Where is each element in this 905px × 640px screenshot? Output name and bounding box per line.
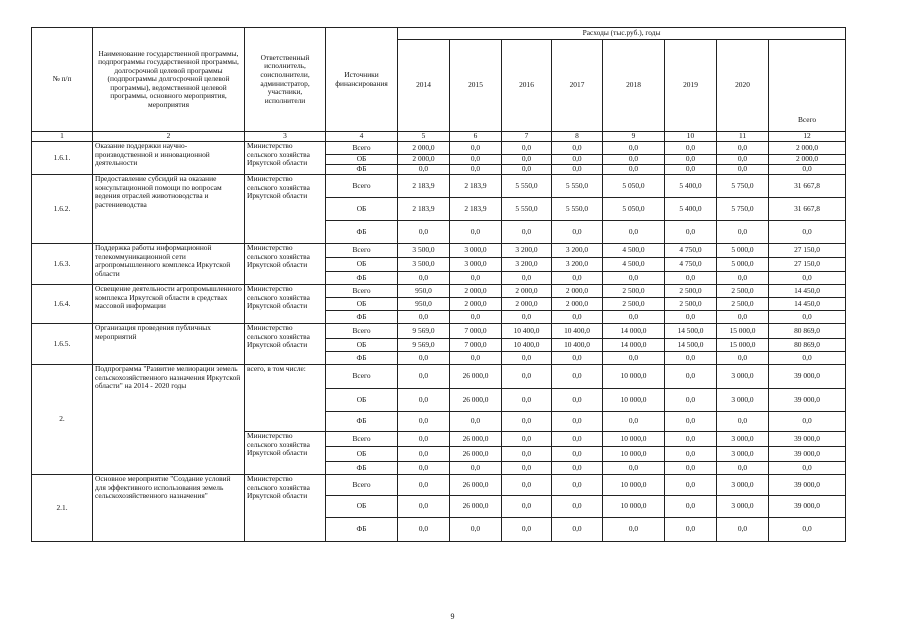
row-value: 950,0 (398, 285, 450, 298)
row-value: 10 000,0 (603, 389, 665, 412)
row-value: 0,0 (398, 412, 450, 432)
row-value: 3 000,0 (717, 432, 769, 447)
row-value: 0,0 (603, 155, 665, 165)
row-value: 0,0 (552, 496, 603, 518)
row-number: 2. (32, 365, 93, 475)
row-number: 1.6.2. (32, 175, 93, 244)
row-value: 10 400,0 (552, 339, 603, 352)
row-value: 3 000,0 (717, 496, 769, 518)
row-source: ФБ (326, 352, 398, 365)
row-value: 26 000,0 (450, 475, 502, 496)
row-value: 0,0 (398, 475, 450, 496)
row-value: 5 000,0 (717, 258, 769, 272)
row-value: 2 500,0 (665, 285, 717, 298)
row-source: ФБ (326, 412, 398, 432)
row-value: 0,0 (769, 221, 846, 244)
row-value: 2 500,0 (665, 298, 717, 311)
row-value: 0,0 (398, 447, 450, 462)
row-value: 0,0 (769, 165, 846, 175)
row-value: 0,0 (502, 412, 552, 432)
row-source: ОБ (326, 496, 398, 518)
row-value: 0,0 (552, 155, 603, 165)
row-value: 0,0 (450, 142, 502, 155)
row-value: 5 400,0 (665, 175, 717, 198)
row-value: 0,0 (769, 352, 846, 365)
row-value: 3 500,0 (398, 258, 450, 272)
row-value: 0,0 (665, 155, 717, 165)
row-value: 10 000,0 (603, 365, 665, 389)
row-value: 2 000,0 (450, 298, 502, 311)
row-source: ОБ (326, 339, 398, 352)
row-value: 5 550,0 (552, 198, 603, 221)
row-executor: Министерство сельского хозяйства Иркутской области (245, 285, 326, 324)
row-value: 3 500,0 (398, 244, 450, 258)
row-number: 2.1. (32, 475, 93, 542)
row-value: 26 000,0 (450, 389, 502, 412)
row-value: 14 450,0 (769, 285, 846, 298)
row-value: 3 000,0 (450, 244, 502, 258)
row-value: 0,0 (603, 142, 665, 155)
row-executor: Министерство сельского хозяйства Иркутской области (245, 244, 326, 285)
row-value: 2 183,9 (398, 175, 450, 198)
row-source: Всего (326, 475, 398, 496)
header-no: № п/п (32, 28, 93, 132)
row-value: 0,0 (665, 496, 717, 518)
row-value: 9 569,0 (398, 324, 450, 339)
row-source: ОБ (326, 389, 398, 412)
row-value: 0,0 (769, 462, 846, 475)
row-value: 39 000,0 (769, 447, 846, 462)
row-value: 2 000,0 (450, 285, 502, 298)
row-value: 0,0 (603, 462, 665, 475)
row-value: 2 000,0 (398, 142, 450, 155)
row-value: 0,0 (769, 311, 846, 324)
row-value: 0,0 (552, 221, 603, 244)
row-value: 0,0 (398, 462, 450, 475)
row-value: 0,0 (769, 412, 846, 432)
table-row (32, 365, 846, 389)
column-number: 9 (603, 132, 665, 142)
row-name: Предоставление субсидий на оказание консультационной помощи по вопросам ведения отраслей животноводства и растениеводства (93, 175, 245, 244)
row-value: 2 000,0 (552, 298, 603, 311)
row-value: 3 200,0 (552, 244, 603, 258)
row-value: 3 000,0 (717, 365, 769, 389)
row-value: 4 500,0 (603, 258, 665, 272)
header-source: Источники финансирования (326, 28, 398, 132)
row-value: 3 000,0 (717, 389, 769, 412)
row-value: 3 200,0 (502, 244, 552, 258)
header-year: 2020 (717, 40, 769, 132)
column-number: 12 (769, 132, 846, 142)
row-source: ФБ (326, 165, 398, 175)
row-value: 0,0 (665, 365, 717, 389)
column-number: 4 (326, 132, 398, 142)
row-source: Всего (326, 285, 398, 298)
row-value: 0,0 (717, 412, 769, 432)
column-number: 10 (665, 132, 717, 142)
header-row (32, 28, 846, 40)
row-number: 1.6.1. (32, 142, 93, 175)
row-source: ФБ (326, 221, 398, 244)
row-value: 0,0 (398, 352, 450, 365)
row-value: 0,0 (552, 365, 603, 389)
row-value: 10 000,0 (603, 447, 665, 462)
row-source: ФБ (326, 462, 398, 475)
row-value: 0,0 (552, 412, 603, 432)
row-value: 5 550,0 (552, 175, 603, 198)
header-year: 2014 (398, 40, 450, 132)
row-value: 2 183,9 (450, 198, 502, 221)
row-value: 0,0 (502, 365, 552, 389)
row-value: 2 000,0 (502, 298, 552, 311)
row-value: 0,0 (552, 352, 603, 365)
row-source: Всего (326, 324, 398, 339)
row-value: 0,0 (552, 462, 603, 475)
row-value: 0,0 (665, 432, 717, 447)
row-value: 4 750,0 (665, 258, 717, 272)
row-value: 0,0 (603, 221, 665, 244)
row-value: 0,0 (665, 311, 717, 324)
row-value: 0,0 (552, 432, 603, 447)
row-name: Организация проведения публичных мероприятий (93, 324, 245, 365)
row-value: 0,0 (717, 221, 769, 244)
row-value: 0,0 (665, 165, 717, 175)
row-value: 2 000,0 (769, 142, 846, 155)
row-value: 10 000,0 (603, 496, 665, 518)
row-value: 31 667,8 (769, 175, 846, 198)
row-name: Оказание поддержки научно-производственной и инновационной деятельности (93, 142, 245, 175)
row-name: Освещение деятельности агропромышленного комплекса Иркутской области в средствах массовой информации (93, 285, 245, 324)
row-executor: всего, в том числе: (245, 365, 326, 432)
row-value: 5 400,0 (665, 198, 717, 221)
column-number: 2 (93, 132, 245, 142)
row-source: ОБ (326, 298, 398, 311)
row-value: 0,0 (603, 165, 665, 175)
row-value: 80 869,0 (769, 324, 846, 339)
row-executor: Министерство сельского хозяйства Иркутской области (245, 475, 326, 542)
row-value: 0,0 (450, 518, 502, 542)
row-value: 0,0 (398, 518, 450, 542)
row-value: 4 750,0 (665, 244, 717, 258)
header-year: 2018 (603, 40, 665, 132)
row-value: 39 000,0 (769, 365, 846, 389)
column-number: 5 (398, 132, 450, 142)
header-total: Всего (769, 40, 846, 132)
row-value: 0,0 (717, 311, 769, 324)
row-value: 0,0 (450, 165, 502, 175)
row-value: 10 000,0 (603, 432, 665, 447)
row-value: 0,0 (502, 142, 552, 155)
row-value: 2 500,0 (717, 298, 769, 311)
row-value: 0,0 (552, 142, 603, 155)
row-value: 0,0 (398, 272, 450, 285)
row-value: 0,0 (665, 447, 717, 462)
row-value: 26 000,0 (450, 447, 502, 462)
row-value: 14 000,0 (603, 339, 665, 352)
column-number: 8 (552, 132, 603, 142)
row-value: 26 000,0 (450, 432, 502, 447)
row-source: Всего (326, 175, 398, 198)
row-executor: Министерство сельского хозяйства Иркутской области (245, 175, 326, 244)
row-value: 0,0 (450, 352, 502, 365)
row-source: ОБ (326, 447, 398, 462)
row-value: 2 000,0 (552, 285, 603, 298)
row-value: 0,0 (502, 272, 552, 285)
header-year: 2015 (450, 40, 502, 132)
column-number: 3 (245, 132, 326, 142)
row-value: 0,0 (603, 518, 665, 542)
row-source: Всего (326, 432, 398, 447)
row-value: 0,0 (665, 142, 717, 155)
row-value: 7 000,0 (450, 339, 502, 352)
column-number: 6 (450, 132, 502, 142)
row-source: ФБ (326, 311, 398, 324)
row-value: 0,0 (665, 518, 717, 542)
row-value: 0,0 (398, 432, 450, 447)
header-expenses: Расходы (тыс.руб.), годы (398, 28, 846, 40)
row-number: 1.6.4. (32, 285, 93, 324)
row-value: 14 500,0 (665, 339, 717, 352)
row-value: 0,0 (502, 432, 552, 447)
header-year: 2016 (502, 40, 552, 132)
header-year: 2017 (552, 40, 603, 132)
row-value: 0,0 (398, 221, 450, 244)
table-row (32, 175, 846, 198)
row-value: 3 200,0 (552, 258, 603, 272)
row-value: 0,0 (398, 311, 450, 324)
row-value: 0,0 (717, 352, 769, 365)
row-value: 15 000,0 (717, 324, 769, 339)
row-value: 0,0 (450, 272, 502, 285)
row-value: 0,0 (552, 518, 603, 542)
row-value: 2 183,9 (450, 175, 502, 198)
row-value: 0,0 (603, 311, 665, 324)
row-value: 39 000,0 (769, 475, 846, 496)
row-value: 26 000,0 (450, 365, 502, 389)
row-value: 0,0 (665, 475, 717, 496)
row-value: 2 000,0 (502, 285, 552, 298)
row-value: 0,0 (665, 462, 717, 475)
row-value: 80 869,0 (769, 339, 846, 352)
row-source: ФБ (326, 272, 398, 285)
row-value: 0,0 (717, 272, 769, 285)
row-value: 0,0 (552, 165, 603, 175)
row-value: 0,0 (769, 272, 846, 285)
row-value: 26 000,0 (450, 496, 502, 518)
row-value: 0,0 (717, 165, 769, 175)
row-value: 0,0 (552, 311, 603, 324)
row-value: 14 500,0 (665, 324, 717, 339)
row-value: 2 000,0 (398, 155, 450, 165)
row-value: 0,0 (502, 155, 552, 165)
row-value: 0,0 (717, 155, 769, 165)
column-number: 7 (502, 132, 552, 142)
row-value: 2 500,0 (603, 285, 665, 298)
row-value: 0,0 (450, 412, 502, 432)
table-row (32, 244, 846, 258)
row-value: 5 050,0 (603, 175, 665, 198)
row-value: 5 750,0 (717, 198, 769, 221)
row-number: 1.6.5. (32, 324, 93, 365)
table-row (32, 324, 846, 339)
row-value: 2 500,0 (717, 285, 769, 298)
row-executor: Министерство сельского хозяйства Иркутской области (245, 324, 326, 365)
row-name: Основное мероприятие "Создание условий для эффективного использования земель сельскохозяйственного назначения" (93, 475, 245, 542)
row-value: 0,0 (603, 272, 665, 285)
row-executor: Министерство сельского хозяйства Иркутской области (245, 432, 326, 475)
row-value: 31 667,8 (769, 198, 846, 221)
row-value: 2 183,9 (398, 198, 450, 221)
row-value: 0,0 (717, 518, 769, 542)
row-value: 0,0 (552, 447, 603, 462)
column-numbers-row (32, 132, 846, 142)
table-row (32, 475, 846, 496)
row-value: 0,0 (450, 221, 502, 244)
row-value: 39 000,0 (769, 496, 846, 518)
page-number: 9 (450, 612, 455, 621)
row-source: ОБ (326, 198, 398, 221)
row-value: 3 000,0 (717, 447, 769, 462)
column-number: 1 (32, 132, 93, 142)
expenses-table (31, 27, 846, 542)
row-value: 0,0 (502, 462, 552, 475)
row-value: 0,0 (769, 518, 846, 542)
row-value: 0,0 (398, 365, 450, 389)
row-value: 0,0 (665, 352, 717, 365)
row-value: 0,0 (552, 272, 603, 285)
row-value: 0,0 (502, 447, 552, 462)
row-value: 3 000,0 (450, 258, 502, 272)
row-source: Всего (326, 365, 398, 389)
row-value: 0,0 (717, 142, 769, 155)
row-source: ОБ (326, 258, 398, 272)
row-value: 2 500,0 (603, 298, 665, 311)
row-value: 2 000,0 (769, 155, 846, 165)
row-value: 7 000,0 (450, 324, 502, 339)
row-value: 0,0 (502, 518, 552, 542)
row-number: 1.6.3. (32, 244, 93, 285)
row-value: 0,0 (603, 412, 665, 432)
row-value: 0,0 (665, 272, 717, 285)
row-value: 0,0 (502, 311, 552, 324)
row-value: 5 750,0 (717, 175, 769, 198)
row-value: 14 000,0 (603, 324, 665, 339)
row-executor: Министерство сельского хозяйства Иркутской области (245, 142, 326, 175)
row-value: 0,0 (450, 155, 502, 165)
row-value: 0,0 (665, 389, 717, 412)
row-value: 0,0 (552, 475, 603, 496)
row-value: 0,0 (502, 165, 552, 175)
row-value: 3 200,0 (502, 258, 552, 272)
row-value: 950,0 (398, 298, 450, 311)
row-value: 4 500,0 (603, 244, 665, 258)
row-value: 10 000,0 (603, 475, 665, 496)
row-value: 39 000,0 (769, 432, 846, 447)
row-value: 0,0 (398, 496, 450, 518)
header-year: 2019 (665, 40, 717, 132)
row-value: 0,0 (450, 311, 502, 324)
row-value: 27 150,0 (769, 258, 846, 272)
row-value: 27 150,0 (769, 244, 846, 258)
row-value: 3 000,0 (717, 475, 769, 496)
row-value: 0,0 (665, 221, 717, 244)
row-value: 5 000,0 (717, 244, 769, 258)
row-value: 10 400,0 (502, 339, 552, 352)
row-value: 0,0 (502, 475, 552, 496)
row-value: 0,0 (603, 352, 665, 365)
row-value: 10 400,0 (552, 324, 603, 339)
row-value: 0,0 (502, 352, 552, 365)
column-number: 11 (717, 132, 769, 142)
row-source: ОБ (326, 155, 398, 165)
row-source: Всего (326, 244, 398, 258)
table-row (32, 142, 846, 155)
row-name: Подпрограмма "Развитие мелиорации земель сельскохозяйственного назначения Иркутской области" на 2014 - 2020 годы (93, 365, 245, 475)
row-value: 9 569,0 (398, 339, 450, 352)
row-value: 0,0 (717, 462, 769, 475)
row-value: 0,0 (665, 412, 717, 432)
row-source: ФБ (326, 518, 398, 542)
header-name: Наименование государственной программы, подпрограммы государственной программы, долгосрочной целевой программы (подпрограммы долгосрочной целевой программы), ведомственной целевой программы, основного мероприятия, мероприятия (93, 28, 245, 132)
row-value: 10 400,0 (502, 324, 552, 339)
row-value: 0,0 (398, 165, 450, 175)
row-value: 0,0 (398, 389, 450, 412)
row-value: 5 550,0 (502, 175, 552, 198)
row-value: 5 550,0 (502, 198, 552, 221)
row-name: Поддержка работы информационной телекоммуникационной сети агропромышленного комплекса Иркутской области (93, 244, 245, 285)
row-source: Всего (326, 142, 398, 155)
row-value: 0,0 (502, 496, 552, 518)
row-value: 0,0 (502, 389, 552, 412)
row-value: 14 450,0 (769, 298, 846, 311)
row-value: 0,0 (552, 389, 603, 412)
row-value: 39 000,0 (769, 389, 846, 412)
row-value: 0,0 (502, 221, 552, 244)
table-row (32, 285, 846, 298)
row-value: 0,0 (450, 462, 502, 475)
header-executor: Ответственный исполнитель, соисполнители, администратор, участники, исполнители (245, 28, 326, 132)
row-value: 5 050,0 (603, 198, 665, 221)
row-value: 15 000,0 (717, 339, 769, 352)
